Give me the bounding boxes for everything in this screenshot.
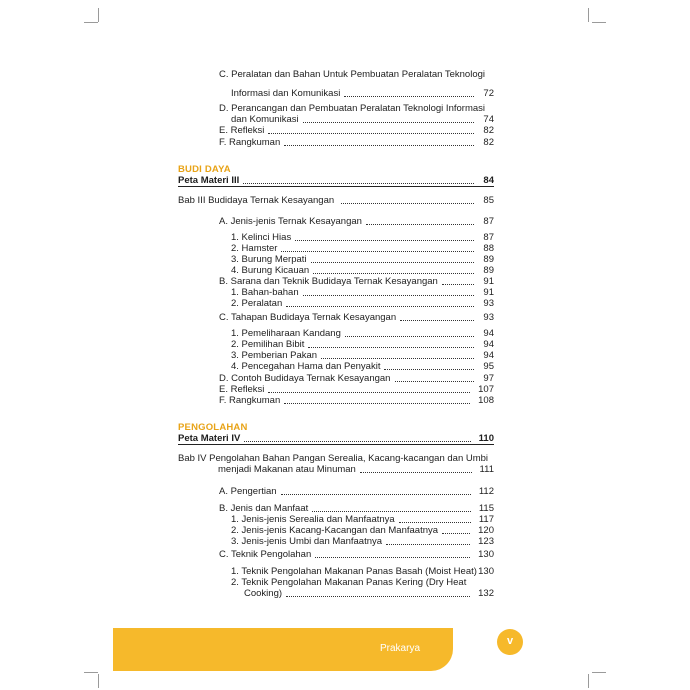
toc-entry	[219, 549, 494, 560]
toc-entry-page: 91	[483, 276, 494, 287]
toc-entry	[178, 433, 494, 444]
toc-entry-page: 89	[483, 254, 494, 265]
toc-entry-label: 3. Burung Merpati	[231, 254, 307, 265]
toc-entry	[231, 566, 494, 577]
toc-entry-label: F. Rangkuman	[219, 137, 281, 148]
toc-dot-leader	[311, 262, 474, 263]
toc-entry-label: dan Komunikasi	[231, 114, 299, 125]
toc-entry-label: 2. Pemilihan Bibit	[231, 339, 305, 350]
toc-entry	[219, 384, 494, 395]
toc-entry-page: 108	[478, 395, 494, 406]
toc-dot-leader	[344, 96, 474, 97]
toc-dot-leader	[284, 145, 474, 146]
toc-dot-leader	[313, 273, 474, 274]
toc-dot-leader	[281, 494, 471, 495]
toc-entry-label: Peta Materi IV	[178, 433, 241, 444]
toc-entry-page: 130	[478, 549, 494, 560]
toc-entry-label: A. Jenis-jenis Ternak Kesayangan	[219, 216, 362, 227]
toc-dot-leader	[268, 392, 470, 393]
toc-dot-leader	[243, 183, 474, 184]
toc-entry-label: E. Refleksi	[219, 125, 265, 136]
toc-dot-leader	[268, 133, 474, 134]
toc-entry	[219, 373, 494, 384]
toc-dot-leader	[399, 522, 471, 523]
toc-dot-leader	[360, 472, 472, 473]
section-rule	[178, 444, 494, 445]
toc-entry-label: C. Peralatan dan Bahan Untuk Pembuatan Peralatan Teknologi	[219, 69, 486, 80]
toc-entry	[219, 69, 494, 80]
toc-entry-label: A. Pengertian	[219, 486, 277, 497]
toc-dot-leader	[286, 596, 470, 597]
toc-entry	[219, 216, 494, 227]
toc-entry-page: 94	[483, 328, 494, 339]
toc-entry	[231, 525, 494, 536]
toc-entry	[231, 287, 494, 298]
toc-dot-leader	[303, 295, 474, 296]
toc-entry	[231, 328, 494, 339]
toc-entry	[231, 361, 494, 372]
section-title-budi-daya: BUDI DAYA	[178, 164, 231, 175]
toc-entry	[178, 195, 494, 206]
toc-entry-label: 2. Jenis-jenis Kacang-Kacangan dan Manfaatnya	[231, 525, 439, 536]
toc-entry	[219, 503, 494, 514]
toc-dot-leader	[244, 441, 470, 442]
toc-entry-page: 111	[479, 464, 494, 475]
toc-entry-label: F. Rangkuman	[219, 395, 281, 406]
toc-dot-leader	[384, 369, 474, 370]
toc-dot-leader	[345, 336, 474, 337]
toc-entry	[231, 114, 494, 125]
toc-entry	[231, 232, 494, 243]
toc-entry-page: 84	[483, 175, 494, 186]
toc-entry-page: 74	[483, 114, 494, 125]
toc-entry-label: Cooking)	[244, 588, 283, 599]
toc-dot-leader	[312, 511, 471, 512]
toc-entry-page: 130	[478, 566, 494, 577]
toc-entry	[231, 243, 494, 254]
toc-entry	[219, 395, 494, 406]
toc-entry-label: 2. Peralatan	[231, 298, 283, 309]
toc-entry	[178, 175, 494, 186]
toc-entry-page: 112	[478, 486, 494, 497]
toc-dot-leader	[386, 544, 470, 545]
crop-mark	[592, 672, 606, 673]
toc-entry-page: 94	[483, 339, 494, 350]
toc-entry	[219, 486, 494, 497]
toc-dot-leader	[321, 358, 474, 359]
toc-entry-page: 87	[483, 232, 494, 243]
toc-entry-page: 94	[483, 350, 494, 361]
toc-entry-page: 93	[483, 298, 494, 309]
toc-entry-label: Peta Materi III	[178, 175, 240, 186]
footer-book-title: Prakarya	[380, 643, 421, 654]
crop-mark	[84, 672, 98, 673]
toc-dot-leader	[395, 381, 474, 382]
toc-entry-page: 110	[478, 433, 494, 444]
toc-dot-leader	[315, 557, 470, 558]
toc-dot-leader	[295, 240, 474, 241]
toc-entry	[219, 276, 494, 287]
toc-entry	[244, 588, 494, 599]
toc-entry-label: 1. Pemeliharaan Kandang	[231, 328, 341, 339]
toc-entry	[178, 453, 494, 464]
toc-entry	[231, 88, 494, 99]
toc-entry-label: Bab IV Pengolahan Bahan Pangan Serealia, Kacang-kacangan dan Umbi	[178, 453, 489, 464]
toc-entry	[219, 103, 494, 114]
toc-entry	[231, 577, 494, 588]
toc-entry-page: 93	[483, 312, 494, 323]
toc-entry-page: 88	[483, 243, 494, 254]
toc-entry-label: 1. Teknik Pengolahan Makanan Panas Basah (Moist Heat)	[231, 566, 477, 577]
toc-entry-page: 107	[478, 384, 494, 395]
toc-entry	[219, 137, 494, 148]
toc-dot-leader	[284, 403, 470, 404]
toc-entry-label: E. Refleksi	[219, 384, 265, 395]
toc-entry	[218, 464, 494, 475]
toc-entry-label: 1. Bahan-bahan	[231, 287, 299, 298]
toc-entry-page: 115	[478, 503, 494, 514]
toc-entry-label: 4. Burung Kicauan	[231, 265, 310, 276]
section-title-pengolahan: PENGOLAHAN	[178, 422, 248, 433]
toc-entry	[231, 536, 494, 547]
toc-entry-label: 1. Kelinci Hias	[231, 232, 292, 243]
toc-entry-page: 89	[483, 265, 494, 276]
toc-entry-label: C. Teknik Pengolahan	[219, 549, 312, 560]
toc-entry-page: 117	[478, 514, 494, 525]
toc-entry-label: 3. Jenis-jenis Umbi dan Manfaatnya	[231, 536, 383, 547]
toc-dot-leader	[442, 533, 470, 534]
toc-entry-label: Informasi dan Komunikasi	[231, 88, 341, 99]
toc-entry-page: 132	[478, 588, 494, 599]
crop-mark	[588, 674, 589, 688]
toc-dot-leader	[281, 251, 474, 252]
toc-entry-label: 2. Teknik Pengolahan Makanan Panas Kering (Dry Heat	[231, 577, 467, 588]
toc-entry	[231, 514, 494, 525]
toc-entry-label: 4. Pencegahan Hama dan Penyakit	[231, 361, 381, 372]
toc-entry-page: 95	[483, 361, 494, 372]
toc-entry-page: 97	[483, 373, 494, 384]
toc-entry	[231, 339, 494, 350]
toc-entry-page: 120	[478, 525, 494, 536]
toc-entry-label: Bab III Budidaya Ternak Kesayangan	[178, 195, 335, 206]
toc-entry-label: B. Sarana dan Teknik Budidaya Ternak Kesayangan	[219, 276, 438, 287]
toc-entry-label: menjadi Makanan atau Minuman	[218, 464, 356, 475]
toc-entry	[231, 254, 494, 265]
toc-dot-leader	[286, 306, 474, 307]
toc-entry	[219, 312, 494, 323]
toc-entry	[231, 350, 494, 361]
toc-entry-page: 82	[483, 137, 494, 148]
toc-entry-label: D. Contoh Budidaya Ternak Kesayangan	[219, 373, 391, 384]
toc-entry	[231, 265, 494, 276]
toc-entry-label: 2. Hamster	[231, 243, 278, 254]
page-number-badge: v	[497, 629, 523, 655]
toc-entry-page: 123	[478, 536, 494, 547]
toc-dot-leader	[366, 224, 474, 225]
toc-entry-label: 1. Jenis-jenis Serealia dan Manfaatnya	[231, 514, 395, 525]
toc-dot-leader	[308, 347, 474, 348]
toc-entry-label: 3. Pemberian Pakan	[231, 350, 318, 361]
toc-entry-page: 87	[483, 216, 494, 227]
toc-dot-leader	[442, 284, 474, 285]
toc-dot-leader	[400, 320, 474, 321]
toc-entry	[219, 125, 494, 136]
toc-entry-page: 85	[483, 195, 494, 206]
toc-dot-leader	[303, 122, 474, 123]
toc-entry-page: 91	[483, 287, 494, 298]
toc-entry-page: 82	[483, 125, 494, 136]
crop-mark	[98, 674, 99, 688]
toc-dot-leader	[341, 203, 474, 204]
toc-entry-label: B. Jenis dan Manfaat	[219, 503, 309, 514]
toc-entry-label: D. Perancangan dan Pembuatan Peralatan Teknologi Informasi	[219, 103, 485, 114]
toc-entry-label: C. Tahapan Budidaya Ternak Kesayangan	[219, 312, 397, 323]
section-rule	[178, 186, 494, 187]
toc-entry-page: 72	[483, 88, 494, 99]
toc-entry	[231, 298, 494, 309]
